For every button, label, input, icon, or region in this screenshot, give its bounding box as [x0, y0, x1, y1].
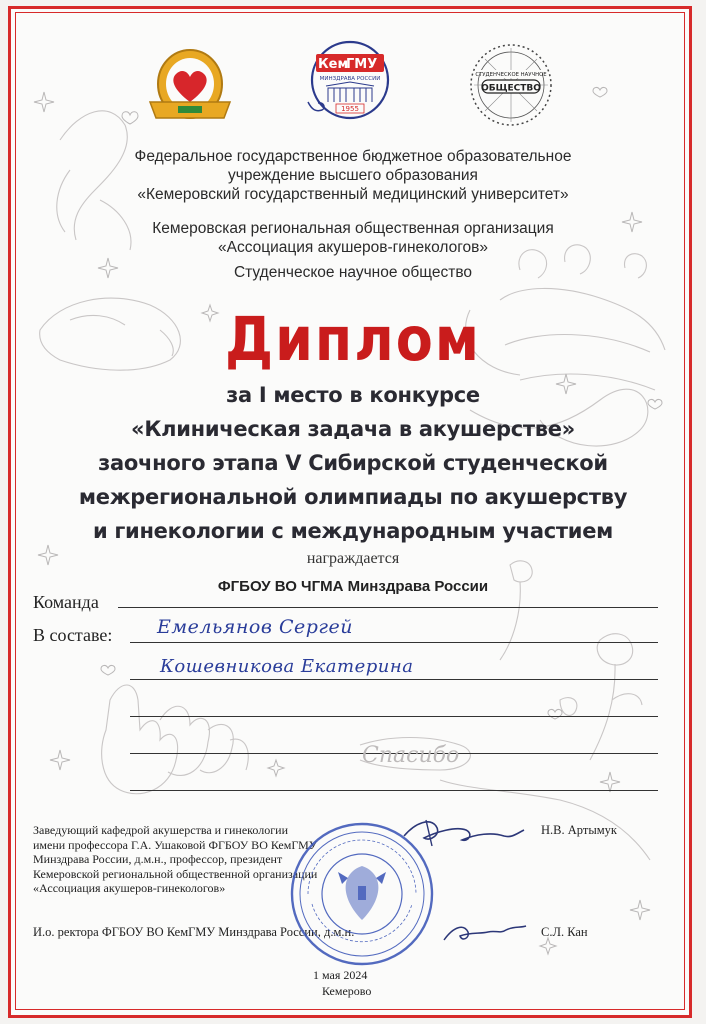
university-header	[0, 147, 706, 204]
official-stamp	[288, 820, 436, 968]
signatory-1-line-1: Заведующий кафедрой акушерства и гинекологии	[33, 823, 288, 837]
members-line-2	[130, 679, 658, 680]
kemgmu-logo-text: Кем	[318, 57, 349, 72]
thank-you-text: Спасибо	[362, 743, 460, 768]
kemgmu-logo-subtitle: МИНЗДРАВА РОССИИ	[319, 76, 381, 82]
header-line-6: Студенческое научное общество	[233, 264, 473, 281]
signatory-2-name: С.Л. Кан	[541, 925, 588, 939]
members-line-3	[130, 716, 658, 717]
recipient-name: ФГБОУ ВО ЧГМА Минздрава России	[217, 578, 489, 595]
kemgmu-logo-text-2: ГМУ	[346, 57, 378, 72]
award-line-2: «Клиническая задача в акушерстве»	[131, 417, 575, 441]
association-emblem-logo	[138, 44, 242, 130]
signatory-1-line-5: «Ассоциация акушеров-гинекологов»	[33, 881, 226, 895]
members-line-5	[130, 790, 658, 791]
student-society-logo	[466, 40, 556, 130]
team-line	[118, 607, 658, 608]
award-line-5: и гинекологии с международным участием	[92, 519, 614, 543]
signature-2	[440, 918, 530, 948]
thank-you-scribble	[352, 728, 472, 778]
signatory-1-name: Н.В. Артымук	[541, 823, 617, 837]
signatory-1-line-4: Кемеровской региональной общественной организации	[33, 866, 318, 881]
award-line-4: межрегиональной олимпиады по акушерству	[78, 485, 628, 509]
header-line-4: Кемеровская региональная общественная организация	[152, 220, 554, 237]
kemgmu-logo-year: 1955	[341, 105, 359, 113]
award-line-3: заочного этапа V Сибирской студенческой	[98, 451, 608, 475]
signatory-1-title	[33, 823, 317, 896]
society-logo-main-text: ОБЩЕСТВО	[481, 83, 541, 94]
society-logo-top-text: СТУДЕНЧЕСКОЕ НАУЧНОЕ	[475, 72, 547, 78]
award-description	[0, 378, 706, 548]
signatory-1-line-2: имени профессора Г.А. Ушаковой ФГБОУ ВО КемГМУ	[33, 837, 318, 852]
signatory-1-line-3: Минздрава России, д.м.н., профессор, президент	[33, 852, 283, 866]
issue-date: 1 мая 2024	[313, 968, 368, 982]
members-label: В составе:	[33, 625, 113, 645]
issue-city: Кемерово	[322, 984, 372, 998]
header-line-5: «Ассоциация акушеров-гинекологов»	[217, 239, 489, 256]
member-2-handwritten: Кошевникова Екатерина	[160, 656, 414, 677]
header-line-2: учреждение высшего образования	[228, 167, 478, 184]
association-header	[0, 219, 706, 257]
header-line-1: Федеральное государственное бюджетное образовательное	[134, 148, 572, 165]
awarded-label: награждается	[306, 550, 400, 567]
members-line-1	[130, 642, 658, 643]
member-1-handwritten: Емельянов Сергей	[157, 616, 353, 638]
team-label: Команда	[33, 592, 99, 612]
kemgmu-university-logo	[302, 40, 396, 124]
signatory-2-title: И.о. ректора ФГБОУ ВО КемГМУ Минздрава России, д.м.н.	[33, 925, 355, 939]
award-line-1: за I место в конкурсе	[226, 383, 480, 407]
society-header	[0, 263, 706, 282]
diploma-title: Диплом	[224, 304, 482, 375]
header-line-3: «Кемеровский государственный медицинский университет»	[137, 186, 569, 203]
